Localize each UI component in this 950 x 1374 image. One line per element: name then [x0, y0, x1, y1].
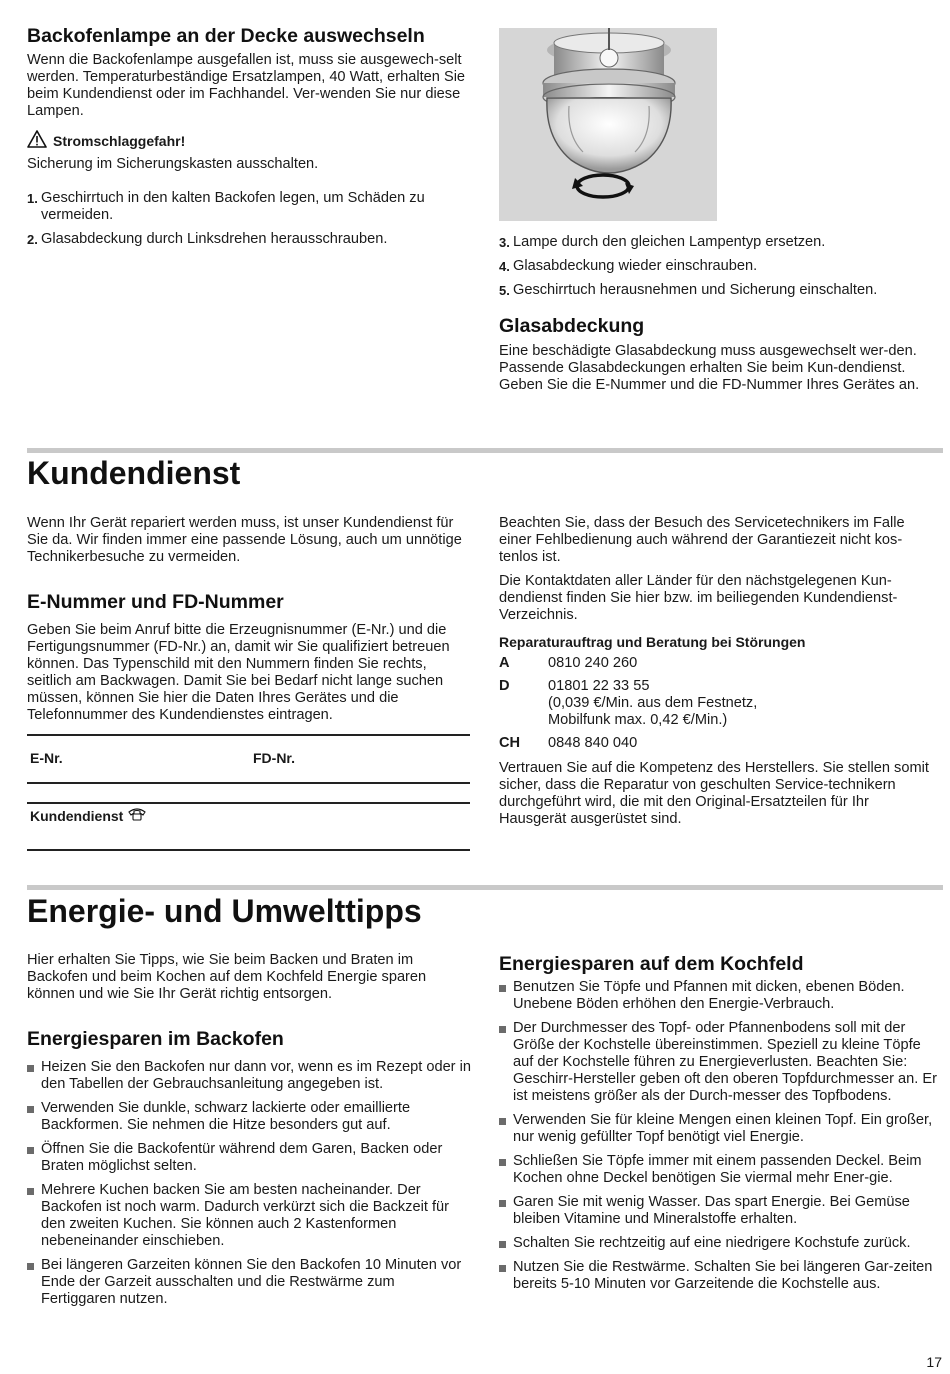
service-intro: Wenn Ihr Gerät repariert werden muss, ist unser Kundendienst für Sie da. Wir finden immer eine passende Lösung, auch um unnötige Technikerbesuche zu vermeiden. [27, 515, 462, 565]
list-item: Schließen Sie Töpfe immer mit einem passenden Deckel. Beim Kochen ohne Deckel benötigen Sie viermal mehr Ener-gie. [499, 1153, 944, 1187]
oven-title: Energiesparen im Backofen [27, 1028, 284, 1050]
list-item: Der Durchmesser des Topf- oder Pfannenbodens soll mit der Größe der Kochstelle übereinstimmen. Speziell zu kleine Töpfe auf der Kochstelle führen zu Energieverlusten. Beachten Sie: Geschirr-Hersteller geben oft den oberen Topfdurchmesser an. Er ist meistens größer als der Durch-messer des Topfbodens. [499, 1020, 944, 1105]
form-line [27, 782, 470, 784]
service-right-p2: Die Kontaktdaten aller Länder für den nächstgelegenen Kun-dendienst finden Sie hier bzw. im beiliegenden Kundendienst-Verzeichnis. [499, 573, 898, 623]
kd-label: Kundendienst [30, 807, 124, 824]
warning-title: Stromschlaggefahr! [53, 132, 186, 149]
hob-title: Energiesparen auf dem Kochfeld [499, 953, 804, 975]
list-item: Verwenden Sie für kleine Mengen einen kleinen Topf. Ein großer, nur wenig gefüllter Topf benötigt viel Energie. [499, 1112, 944, 1146]
device-data-form [27, 732, 470, 852]
warning-heading [27, 130, 472, 152]
kd-label-wrap [30, 807, 146, 825]
lamp-title: Backofenlampe an der Decke auswechseln [27, 25, 425, 47]
list-item: Heizen Sie den Backofen nur dann vor, wenn es im Rezept oder in den Tabellen der Gebrauchsanleitung angegeben ist. [27, 1059, 472, 1093]
enr-text: Geben Sie beim Anruf bitte die Erzeugnisnummer (E-Nr.) und die Fertigungsnummer (FD-Nr.) an, damit wir Sie qualifiziert betreuen können. Das Typenschild mit den Nummern finden Sie rechts, seitlich am Backwagen. Damit Sie bei Bedarf nicht lange suchen müssen, können Sie hier die Daten Ihres Gerätes und die Telefonnummer des Kundendienstes eintragen. [27, 622, 450, 723]
list-item: Verwenden Sie dunkle, schwarz lackierte oder emaillierte Backformen. Sie nehmen die Hitze besonders gut auf. [27, 1100, 472, 1134]
glass-text: Eine beschädigte Glasabdeckung muss ausgewechselt wer-den. Passende Glasabdeckungen erhalten Sie beim Kun-dendienst. Geben Sie die E-Nummer und die FD-Nummer Ihres Gerätes an. [499, 343, 920, 393]
energy-title: Energie- und Umwelttipps [27, 893, 422, 929]
lamp-intro: Wenn die Backofenlampe ausgefallen ist, muss sie ausgewech-selt werden. Temperaturbeständige Ersatzlampen, 40 Watt, erhalten Sie beim Kundendienst oder im Fachhandel. Ver-wenden Sie nur diese Lampen. [27, 52, 466, 119]
phone-row: D 01801 22 33 55 (0,039 €/Min. aus dem Festnetz, Mobilfunk max. 0,42 €/Min.) [499, 678, 758, 728]
phone-list [499, 655, 944, 758]
bullet-square-icon [27, 1147, 34, 1154]
warning-triangle-icon [27, 130, 47, 152]
service-right-p1: Beachten Sie, dass der Besuch des Servicetechnikers im Falle einer Fehlbedienung auch während der Garantiezeit nicht kos-tenlos ist. [499, 515, 905, 565]
bullet-square-icon [27, 1065, 34, 1072]
energy-intro: Hier erhalten Sie Tipps, wie Sie beim Backen und Braten im Backofen und beim Kochen auf dem Kochfeld Energie sparen können und wie Sie Ihr Gerät richtig entsorgen. [27, 952, 427, 1002]
list-item: 4. Glasabdeckung wieder einschrauben. [499, 258, 758, 274]
list-item: Öffnen Sie die Backofentür während dem Garen, Backen oder Braten möglichst selten. [27, 1141, 472, 1175]
bullet-square-icon [27, 1106, 34, 1113]
bullet-square-icon [27, 1263, 34, 1270]
list-item: 1. Geschirrtuch in den kalten Backofen legen, um Schäden zu vermeiden. [27, 190, 425, 223]
bullet-square-icon [499, 1241, 506, 1248]
hob-tips [499, 979, 944, 1300]
form-line [27, 734, 470, 736]
enr-title: E-Nummer und FD-Nummer [27, 591, 284, 613]
list-item: 2. Glasabdeckung durch Linksdrehen herausschrauben. [27, 231, 388, 247]
warning-text: Sicherung im Sicherungskasten ausschalten. [27, 156, 319, 172]
repair-title: Reparaturauftrag und Beratung bei Störungen [499, 634, 806, 650]
phone-icon [128, 807, 146, 825]
bullet-square-icon [499, 985, 506, 992]
list-item: Bei längeren Garzeiten können Sie den Backofen 10 Minuten vor Ende der Garzeit ausschalten und die Restwärme zum Fertiggaren nutzen. [27, 1257, 472, 1308]
lamp-steps-left [27, 190, 467, 255]
glass-title: Glasabdeckung [499, 315, 645, 337]
form-line [27, 849, 470, 851]
list-item: Benutzen Sie Töpfe und Pfannen mit dicken, ebenen Böden. Unebene Böden erhöhen den Energie-Verbrauch. [499, 979, 944, 1013]
list-item: Nutzen Sie die Restwärme. Schalten Sie bei längeren Gar-zeiten bereits 5-10 Minuten vor Garzeitende die Kochstelle aus. [499, 1259, 944, 1293]
lamp-steps-right [499, 234, 944, 306]
list-item: Garen Sie mit wenig Wasser. Das spart Energie. Bei Gemüse bleiben Vitamine und Mineralstoffe erhalten. [499, 1194, 944, 1228]
bullet-square-icon [499, 1200, 506, 1207]
phone-row: A 0810 240 260 [499, 655, 638, 671]
phone-row: CH 0848 840 040 [499, 735, 638, 751]
bullet-square-icon [499, 1026, 506, 1033]
list-item: Mehrere Kuchen backen Sie am besten nacheinander. Der Backofen ist noch warm. Dadurch verkürzt sich die Backzeit für den zweiten Kuchen. Sie können auch 2 Kastenformen nebeneinander einschieben. [27, 1182, 472, 1250]
bullet-square-icon [499, 1265, 506, 1272]
section-divider [27, 448, 943, 453]
list-item: 3. Lampe durch den gleichen Lampentyp ersetzen. [499, 234, 826, 250]
rotate-arrow-icon [571, 166, 635, 211]
fdnr-label: FD-Nr. [253, 750, 295, 766]
page-number: 17 [926, 1354, 942, 1370]
list-item: Schalten Sie rechtzeitig auf eine niedrigere Kochstufe zurück. [499, 1235, 944, 1252]
bullet-square-icon [27, 1188, 34, 1195]
list-item: 5. Geschirrtuch herausnehmen und Sicherung einschalten. [499, 282, 878, 298]
oven-tips [27, 1059, 472, 1315]
service-right-p3: Vertrauen Sie auf die Kompetenz des Herstellers. Sie stellen somit sicher, dass die Reparatur von geschulten Service-technikern durchgeführt wird, die mit den Original-Ersatzteilen für Ihr Hausgerät ausgerüstet sind. [499, 760, 929, 827]
enr-label: E-Nr. [30, 750, 63, 766]
bullet-square-icon [499, 1118, 506, 1125]
lamp-illustration [499, 28, 717, 221]
form-line [27, 802, 470, 804]
service-title: Kundendienst [27, 455, 241, 491]
section-divider [27, 885, 943, 890]
bullet-square-icon [499, 1159, 506, 1166]
